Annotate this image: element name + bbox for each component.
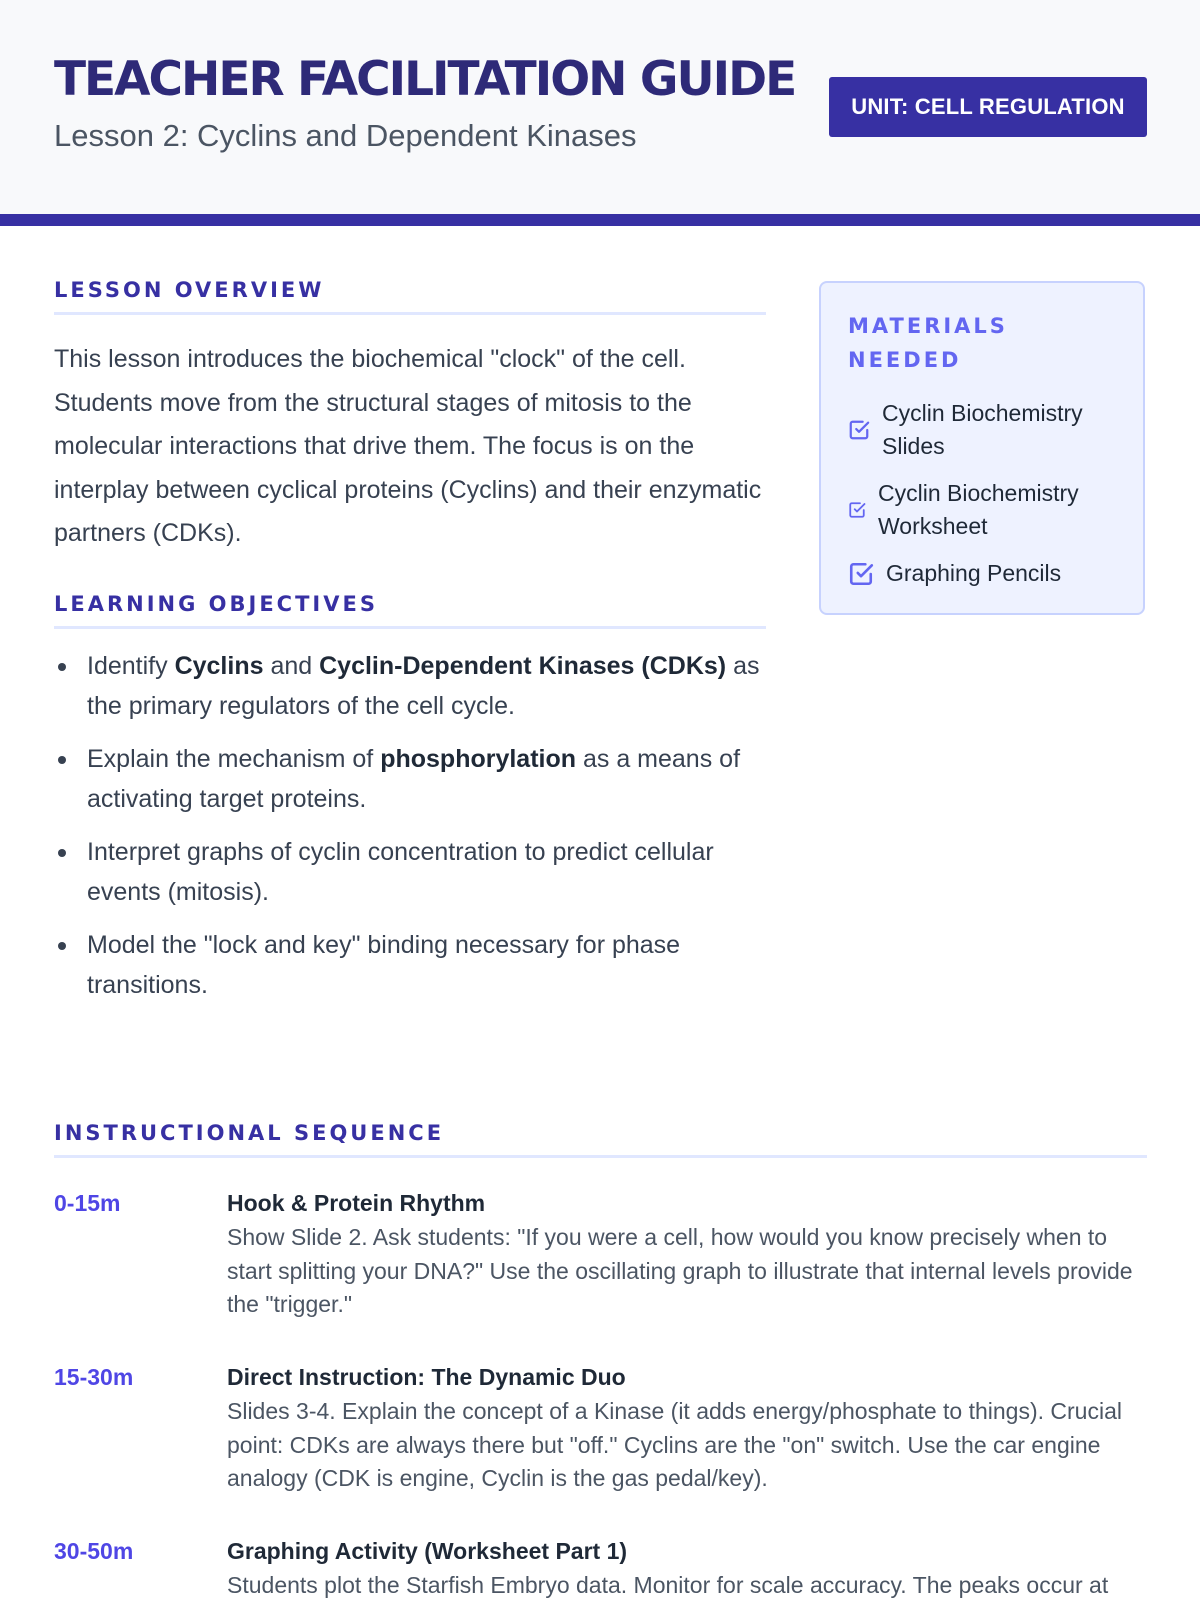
overview-text: This lesson introduces the biochemical "clock" of the cell. Students move from the structural stages of mitosis to the molecular interactions that drive them. The focus is on the interplay between cyclical proteins (Cyclins) and their enzymatic partners (CDKs). (54, 345, 762, 547)
list-item: Explain the mechanism of phosphorylation as a means of activating target proteins. (54, 739, 766, 819)
materials-box (819, 281, 1145, 615)
list-item: Model the "lock and key" binding necessary for phase transitions. (54, 925, 766, 1005)
sequence-time: 0-15m (54, 1190, 121, 1216)
objectives-heading: LEARNING OBJECTIVES (54, 592, 766, 629)
material-label: Cyclin Biochemistry Worksheet (878, 480, 1079, 539)
check-square-icon (848, 419, 870, 441)
page-title: TEACHER FACILITATION GUIDE (54, 52, 796, 107)
sequence-title: Direct Instruction: The Dynamic Duo (227, 1364, 626, 1390)
material-label: Graphing Pencils (886, 560, 1062, 586)
list-item: Identify Cyclins and Cyclin-Dependent Kinases (CDKs) as the primary regulators of the cell cycle. (54, 646, 766, 726)
sequence-heading: INSTRUCTIONAL SEQUENCE (54, 1121, 1147, 1158)
sequence-desc: Slides 3-4. Explain the concept of a Kinase (it adds energy/phosphate to things). Crucial point: CDKs are always there but "off." Cyclins are the "on" switch. Use the car engine analogy (CDK is engine, Cyclin is the gas pedal/key). (227, 1398, 1122, 1491)
lesson-subtitle: Lesson 2: Cyclins and Dependent Kinases (54, 118, 637, 153)
sequence-time: 30-50m (54, 1538, 134, 1564)
bullet-icon (58, 756, 66, 764)
page-header (0, 0, 1200, 226)
bullet-icon (58, 942, 66, 950)
material-item (848, 557, 1123, 590)
overview-heading: LESSON OVERVIEW (54, 278, 766, 315)
material-item (848, 397, 1123, 463)
objectives-list (54, 646, 766, 1018)
check-square-icon (848, 501, 866, 519)
sequence-title: Hook & Protein Rhythm (227, 1190, 486, 1216)
list-item: Interpret graphs of cyclin concentration to predict cellular events (mitosis). (54, 832, 766, 912)
material-item (848, 477, 1123, 543)
materials-heading: MATERIALS NEEDED (848, 314, 1008, 372)
unit-badge: UNIT: CELL REGULATION (829, 77, 1147, 137)
sequence-desc: Students plot the Starfish Embryo data. Monitor for scale accuracy. The peaks occur at (227, 1572, 1109, 1598)
material-label: Cyclin Biochemistry Slides (882, 400, 1083, 459)
sequence-title: Graphing Activity (Worksheet Part 1) (227, 1538, 628, 1564)
bullet-icon (58, 849, 66, 857)
sequence-desc: Show Slide 2. Ask students: "If you were a cell, how would you know precisely when to start splitting your DNA?" Use the oscillating graph to illustrate that internal levels provide the "trigger." (227, 1224, 1133, 1317)
bullet-icon (58, 663, 66, 671)
sequence-time: 15-30m (54, 1364, 134, 1390)
check-square-icon (848, 561, 874, 587)
